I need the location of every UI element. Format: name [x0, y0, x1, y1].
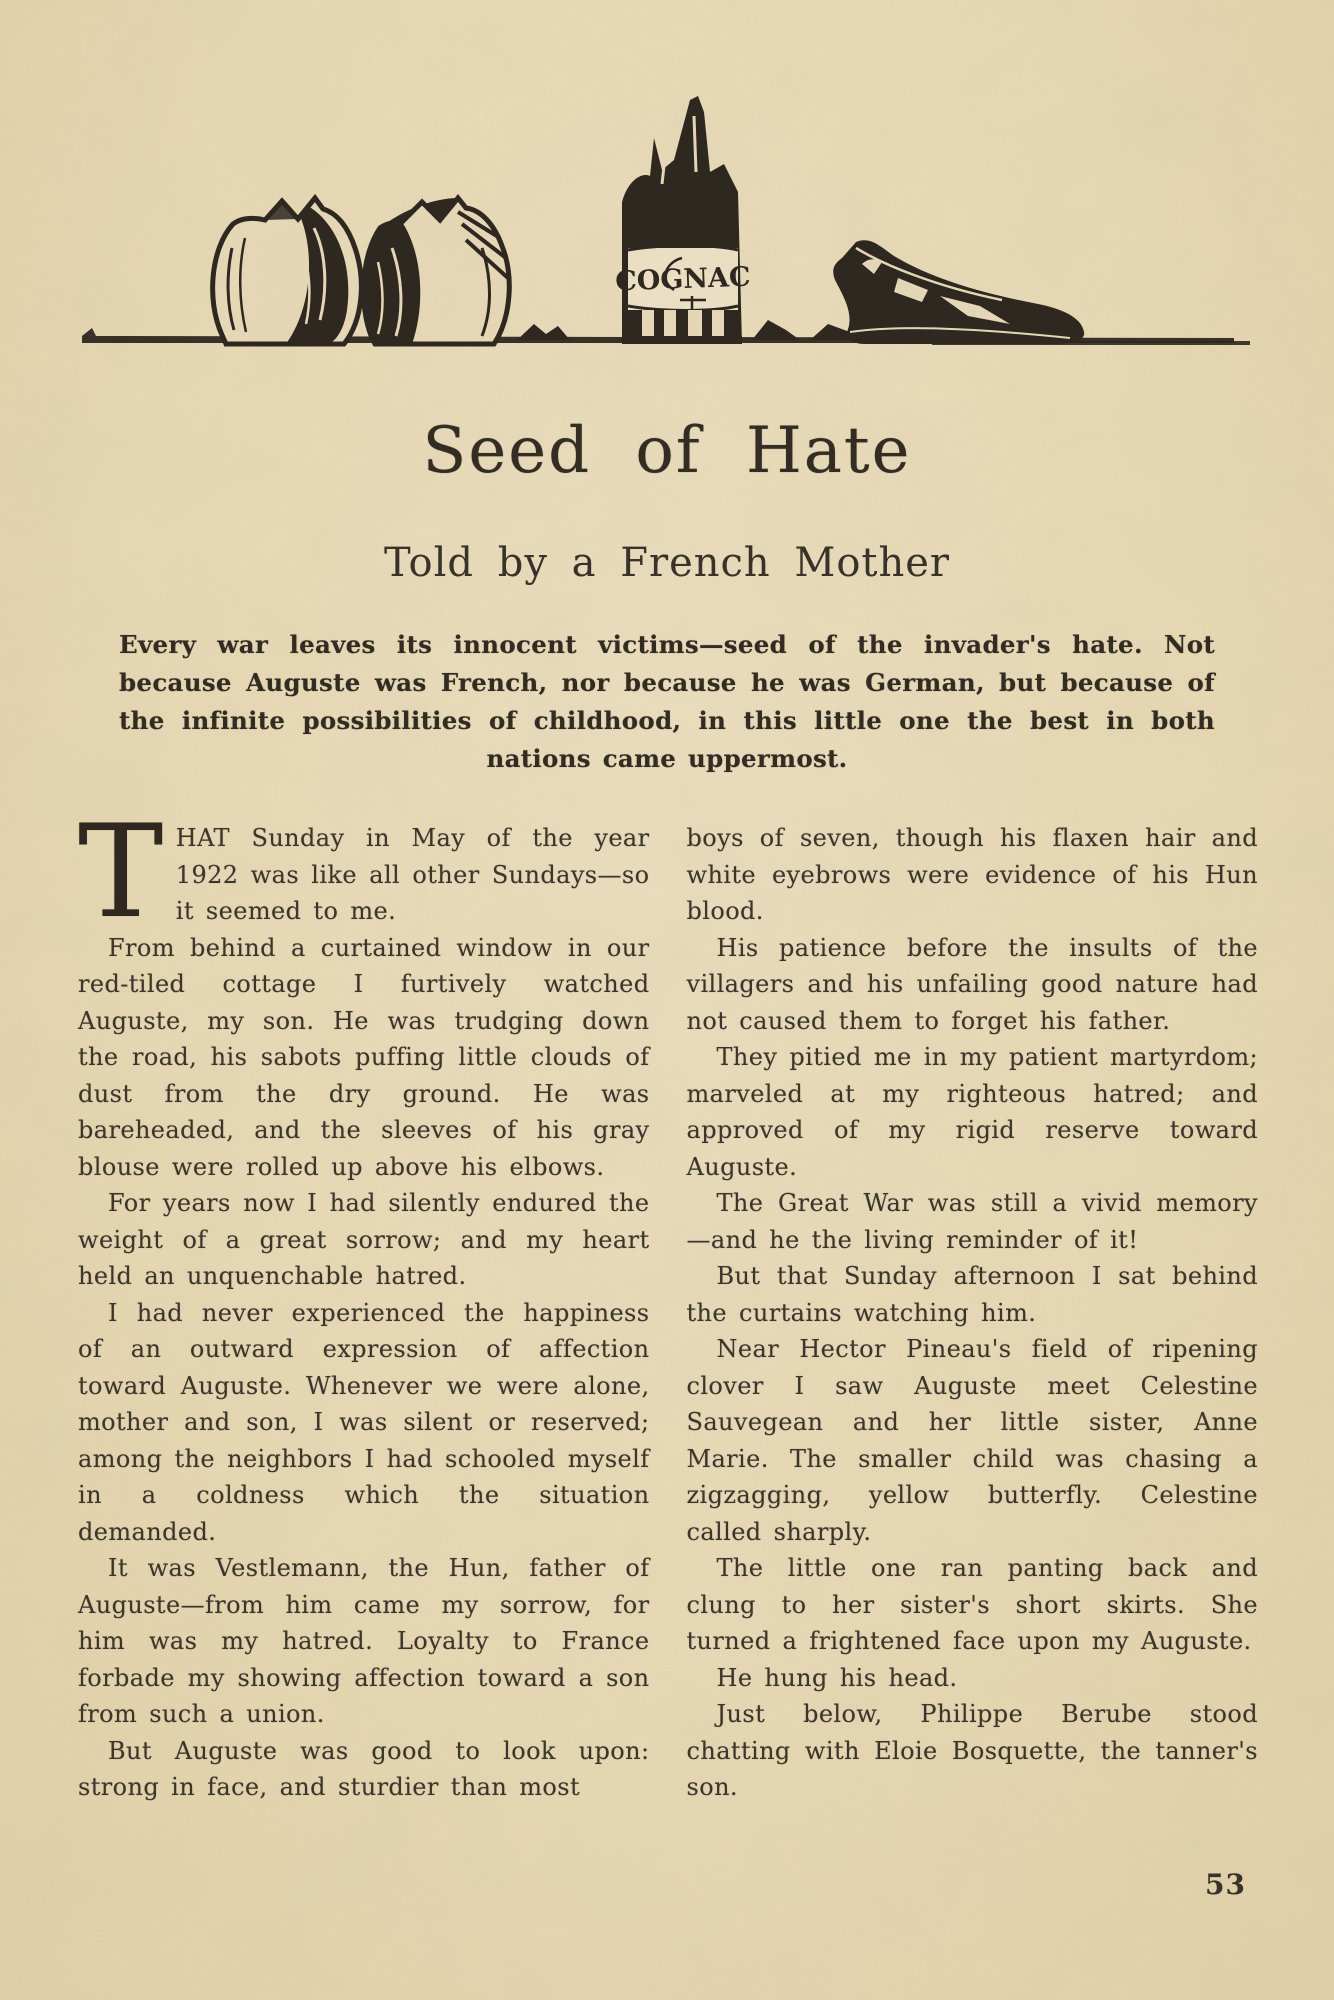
bottle-label: COGNAC: [614, 261, 751, 298]
opening-paragraph: [78, 798, 650, 947]
cognac-bottle: [615, 96, 751, 344]
opening-text: HAT Sunday in May of the year 1922 was like all other Sundays—so it seemed to me.: [175, 824, 650, 925]
body-paragraph: Just below, Philippe Berube stood chatting with Eloie Bosquette, the tanner's son.: [686, 1700, 1258, 1801]
drop-cap: T: [78, 798, 164, 947]
left-column: [78, 798, 650, 1806]
body-paragraph: But Auguste was good to look upon: strong in face, and sturdier than most: [78, 1736, 650, 1801]
article-body: [78, 798, 1258, 1806]
body-paragraph: It was Vestlemann, the Hun, father of Auguste—from him came my sorrow, for him was my hatred. Loyalty to France forbade my showing affection toward a son from such a union.: [78, 1554, 650, 1728]
body-paragraph: The Great War was still a vivid memory—and he the living reminder of it!: [686, 1189, 1258, 1254]
body-paragraph: For years now I had silently endured the weight of a great sorrow; and my heart held an unquenchable hatred.: [78, 1189, 650, 1290]
body-paragraph: Near Hector Pineau's field of ripening clover I saw Auguste meet Celestine Sauvegean and her little sister, Anne Marie. The smaller child was chasing a zigzagging, yellow butterfly. Celestine called sharply.: [686, 1335, 1258, 1546]
body-paragraph: The little one ran panting back and clung to her sister's short skirts. She turned a frightened face upon my Auguste.: [686, 1554, 1258, 1655]
intro-deck: Every war leaves its innocent victims—seed of the invader's hate. Not because Auguste was French, nor because he was German, but because of the infinite possibilities of childhood, in this little one the best in both nations came uppermost.: [119, 630, 1215, 773]
broken-crock-left: [213, 198, 362, 344]
right-column: [687, 820, 1259, 1806]
war-debris-illustration: [62, 52, 1272, 358]
body-paragraph: They pitied me in my patient martyrdom; marveled at my righteous hatred; and approved of my rigid reserve toward Auguste.: [686, 1043, 1258, 1181]
old-boot: [833, 240, 1084, 344]
body-paragraph: I had never experienced the happiness of an outward expression of affection toward Auguste. Whenever we were alone, mother and son, I was silent or reserved; among the neighbors I had schooled myself in a coldness which the situation demanded.: [78, 1298, 650, 1546]
broken-crock-right: [364, 198, 510, 344]
body-paragraph: From behind a curtained window in our red-tiled cottage I furtively watched Auguste, my son. He was trudging down the road, his sabots puffing little clouds of dust from the dry ground. He was bareheaded, and the sleeves of his gray blouse were rolled up above his elbows.: [78, 933, 650, 1181]
page-subtitle: Told by a French Mother: [383, 540, 951, 586]
page-title: Seed of Hate: [422, 414, 912, 488]
page-number: 53: [1205, 1868, 1246, 1901]
body-paragraph: But that Sunday afternoon I sat behind the curtains watching him.: [686, 1262, 1258, 1327]
body-paragraph: His patience before the insults of the villagers and his unfailing good nature had not caused them to forget his father.: [686, 933, 1258, 1035]
body-paragraph: He hung his head.: [716, 1663, 958, 1692]
body-paragraph: boys of seven, though his flaxen hair and white eyebrows were evidence of his Hun blood.: [686, 824, 1258, 925]
